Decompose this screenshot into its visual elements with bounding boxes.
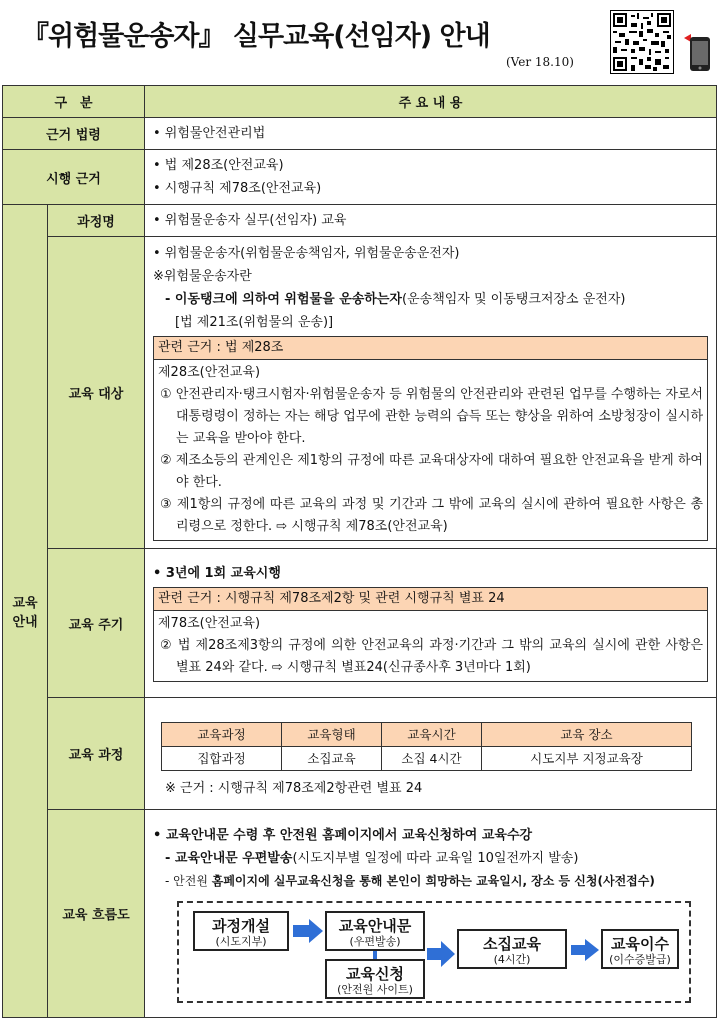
label-target: 교육 대상 — [48, 237, 145, 549]
side-label-line: 안내 — [12, 615, 38, 630]
flow-content — [145, 810, 717, 1018]
page-title: 『위험물운송자』 실무교육(선임자) 안내 — [22, 21, 490, 52]
law-box-head: 관련 근거 : 법 제28조 — [154, 337, 707, 360]
course-content — [145, 698, 717, 810]
basis-law-item: • 위험물안전관리법 — [153, 126, 266, 141]
arrow-down-icon — [363, 951, 387, 959]
arrow-right-icon — [571, 939, 599, 961]
flow-box-title: 교육안내문 — [338, 917, 412, 935]
law-box-item: ② 법 제28조제3항의 규정에 의한 안전교육의 과정·기간과 그 밖의 교육의 실시에 관한 사항은 별표 24와 같다. ⇨ 시행규칙 별표24(신규종사후 3년마다 1회) — [160, 638, 703, 675]
flow-box-title: 소집교육 — [483, 935, 541, 953]
law-box — [153, 336, 708, 541]
law-box-title: 제28조(안전교육) — [158, 365, 261, 380]
flow-box-title: 과정개설 — [212, 917, 270, 935]
flow-line — [153, 870, 708, 893]
qr-code-icon — [610, 10, 674, 74]
course-header: 교육시간 — [382, 722, 482, 746]
flow-box-sub: (우편발송) — [349, 935, 401, 948]
flow-box-sub: (이수증발급) — [609, 953, 671, 966]
enforcement-item: • 시행규칙 제78조(안전교육) — [153, 181, 322, 196]
flow-box-title: 교육이수 — [611, 935, 669, 953]
law-box-body — [154, 611, 707, 681]
course-cell: 소집교육 — [282, 746, 382, 770]
course-header: 교육형태 — [282, 722, 382, 746]
header-category: 구 분 — [3, 86, 145, 118]
phone-icon — [682, 30, 712, 74]
arrow-right-icon — [293, 919, 323, 943]
law-box-item: ③ 제1항의 규정에 따른 교육의 과정 및 기간과 그 밖에 교육의 실시에 관하여 필요한 사항은 총리령으로 정한다. ⇨ 시행규칙 제78조(안전교육) — [160, 497, 703, 534]
course-header: 교육과정 — [162, 722, 282, 746]
course-subtable — [161, 722, 692, 771]
course-cell: 소집 4시간 — [382, 746, 482, 770]
target-line: • 위험물운송자(위험물운송책임자, 위험물운송운전자) — [153, 246, 460, 261]
course-name-item: • 위험물운송자 실무(선임자) 교육 — [153, 213, 347, 228]
flow-box-complete — [601, 929, 679, 969]
law-box-item: ② 제조소등의 관계인은 제1항의 규정에 따른 교육대상자에 대하여 필요한 안전교육을 받게 하여야 한다. — [160, 453, 703, 490]
flow-line: • 교육안내문 수령 후 안전원 홈페이지에서 교육신청하여 교육수강 — [153, 828, 533, 843]
flow-box-notice — [325, 911, 425, 951]
target-content — [145, 237, 717, 549]
law-box — [153, 587, 708, 682]
cycle-content — [145, 549, 717, 698]
flow-line-bold: 홈페이지에 실무교육신청을 통해 본인이 희망하는 교육일시, 장소 등 신청(사전접수) — [211, 874, 655, 888]
target-line-rest: (운송책임자 및 이동탱크저장소 운전자) — [402, 292, 626, 307]
cycle-line: • 3년에 1회 교육시행 — [153, 566, 281, 581]
flow-line-rest: (시도지부별 일정에 따라 교육일 10일전까지 발송) — [292, 851, 579, 866]
arrow-right-icon — [427, 941, 455, 967]
course-header: 교육 장소 — [482, 722, 692, 746]
target-line-bold: - 이동탱크에 의하여 위험물을 운송하는자 — [165, 292, 402, 307]
flow-diagram — [177, 901, 691, 1003]
flow-box-sub: (4시간) — [493, 953, 531, 966]
course-cell: 시도지부 지정교육장 — [482, 746, 692, 770]
flow-line-bold: - 교육안내문 우편발송 — [165, 851, 293, 866]
law-box-body — [154, 360, 707, 540]
course-note: ※ 근거 : 시행규칙 제78조제2항관련 별표 24 — [165, 780, 423, 796]
enforcement-content — [145, 150, 717, 205]
label-course: 교육 과정 — [48, 698, 145, 810]
header-content: 주 요 내 용 — [145, 86, 717, 118]
side-label-line: 교육 — [12, 596, 38, 611]
flow-box-sub: (안전원 사이트) — [337, 983, 413, 996]
flow-box-class — [457, 929, 567, 969]
flow-box-title: 교육신청 — [346, 965, 404, 983]
flow-line-rest: - 안전원 — [165, 874, 212, 888]
side-label — [3, 205, 48, 1018]
target-line — [153, 288, 708, 311]
law-box-head: 관련 근거 : 시행규칙 제78조제2항 및 관련 시행규칙 별표 24 — [154, 588, 707, 611]
course-cell: 집합과정 — [162, 746, 282, 770]
label-flow: 교육 흐름도 — [48, 810, 145, 1018]
flow-line — [153, 847, 708, 870]
flow-box-open — [193, 911, 289, 951]
label-basis-law: 근거 법령 — [3, 118, 145, 150]
law-box-item: ① 안전관리자·탱크시험자·위험물운송자 등 위험물의 안전관리와 관련된 업무를 수행하는 자로서 대통령령이 정하는 자는 해당 업무에 관한 능력의 습득 또는 향상을 위하여 소방청장이 실시하는 교육을 받아야 한다. — [160, 387, 703, 446]
version-label: (Ver 18.10) — [506, 55, 574, 69]
enforcement-item: • 법 제28조(안전교육) — [153, 158, 284, 173]
label-course-name: 과정명 — [48, 205, 145, 237]
law-box-title: 제78조(안전교육) — [158, 616, 261, 631]
target-line: ※위험물운송자란 — [153, 269, 252, 284]
label-enforcement: 시행 근거 — [3, 150, 145, 205]
target-line: [법 제21조(위험물의 운송)] — [175, 315, 334, 330]
flow-box-apply — [325, 959, 425, 999]
info-table — [2, 85, 717, 1018]
course-name-content — [145, 205, 717, 237]
flow-box-sub: (시도지부) — [215, 935, 267, 948]
basis-law-content — [145, 118, 717, 150]
label-cycle: 교육 주기 — [48, 549, 145, 698]
